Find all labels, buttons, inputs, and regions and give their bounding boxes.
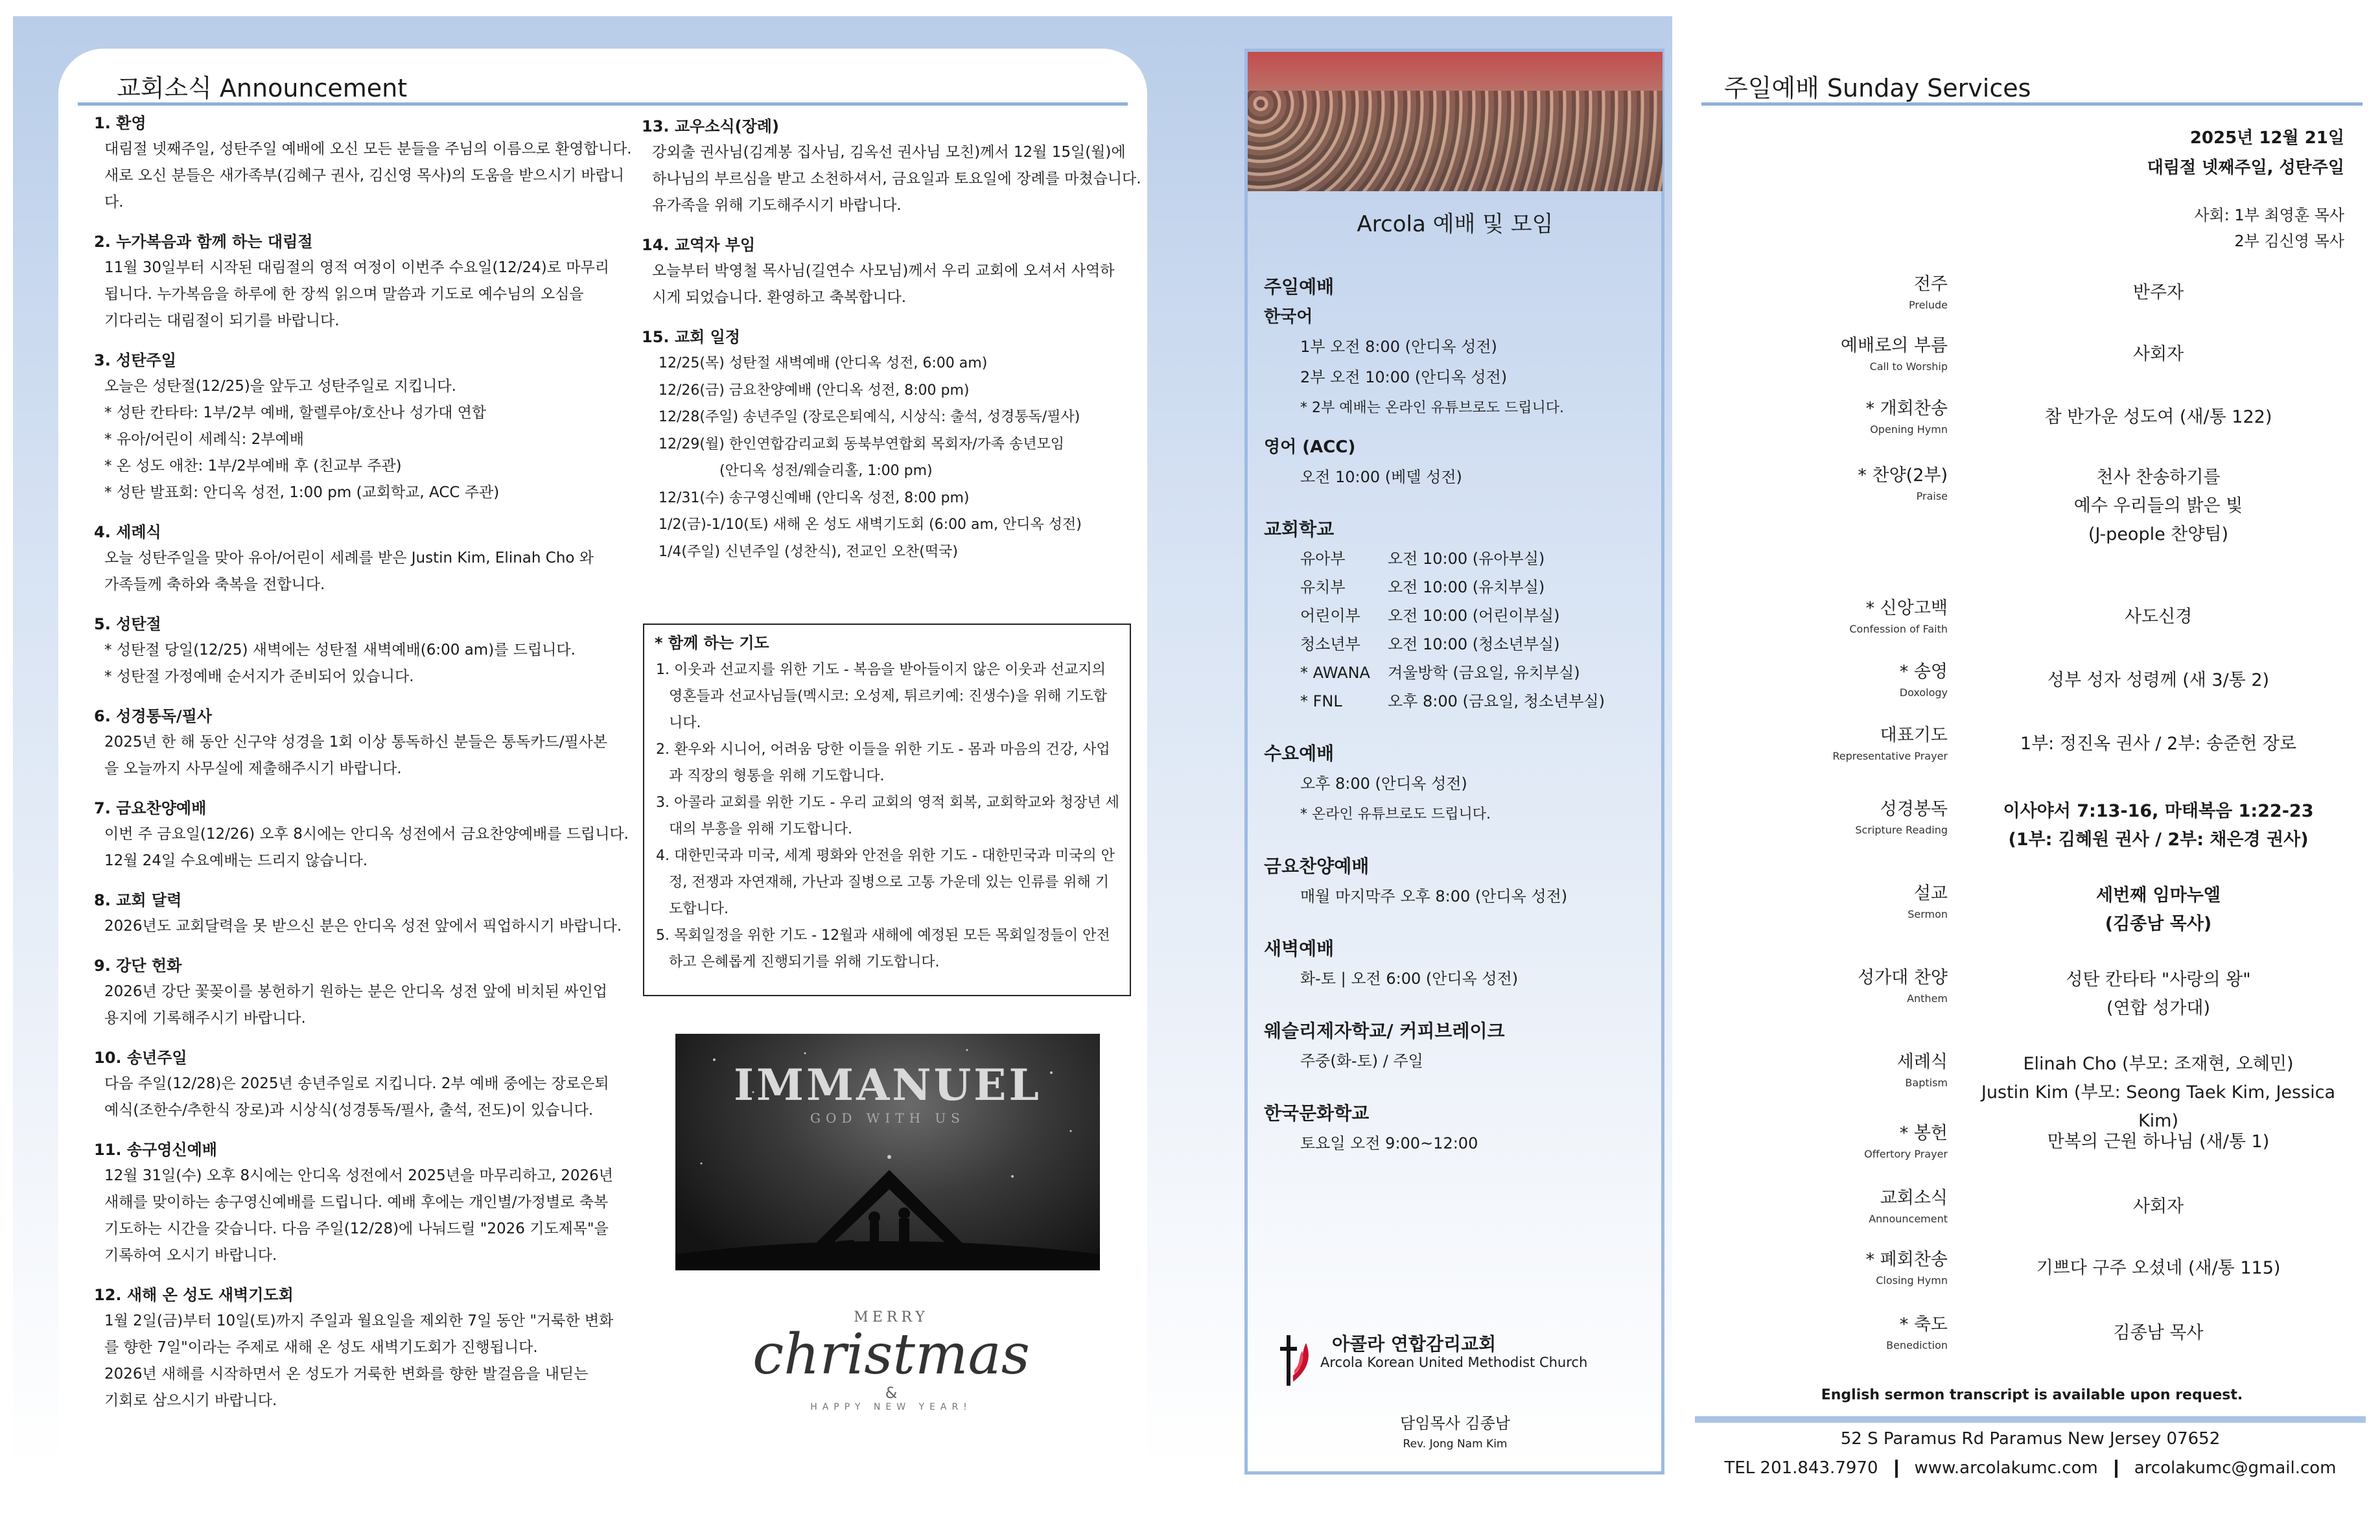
announcement-item	[642, 113, 1147, 219]
worship-order-value	[1974, 463, 2343, 549]
announcement-item	[94, 347, 632, 506]
worship-order-en: Baptism	[1905, 1077, 1948, 1089]
sunday-services-title: 주일예배 Sunday Services	[1724, 74, 2031, 102]
worship-order-line: 만복의 근원 하나님 (새/통 1)	[2047, 1132, 2270, 1152]
announcement-heading: 12. 새해 온 성도 새벽기도회	[94, 1286, 294, 1304]
worship-order-ko: 대표기도	[1880, 725, 1948, 745]
school-dept: * AWANA	[1300, 664, 1370, 682]
worship-order-line: (김종남 목사)	[2105, 914, 2212, 934]
schedule-line: 12/26(금) 금요찬양예배 (안디옥 성전, 8:00 pm)	[659, 382, 970, 399]
worship-order-line: 김종남 목사	[2113, 1323, 2204, 1343]
worship-order-label	[1701, 1121, 1948, 1163]
announcement-heading: 11. 송구영신예배	[94, 1141, 217, 1159]
announcement-item	[94, 887, 632, 940]
worship-order-ko: 성가대 찬양	[1858, 968, 1948, 988]
prayer-item: 3. 아콜라 교회를 위한 기도 - 우리 교회의 영적 회복, 교회학교와 청장년 세대의 부흥을 위해 기도합니다.	[656, 795, 1119, 837]
pastor-name-en: Rev. Jong Nam Kim	[1403, 1438, 1508, 1451]
announcement-line: 11월 30일부터 시작된 대림절의 영적 여정이 이번주 수요일(12/24)로 마무리	[104, 259, 609, 276]
announcement-heading: 1. 환영	[94, 114, 146, 132]
worship-order-en: Announcement	[1869, 1213, 1948, 1225]
footer-rule	[1695, 1416, 2366, 1423]
church-contact	[1695, 1458, 2366, 1478]
worship-order-line: Justin Kim (부모: Seong Taek Kim, Jessica Kim)	[1981, 1082, 2336, 1131]
worship-order-ko: * 찬양(2부)	[1858, 465, 1948, 485]
announcement-item	[94, 1137, 632, 1269]
worship-order-en: Benediction	[1886, 1339, 1948, 1351]
worship-order-label	[1701, 966, 1948, 1007]
announcement-item	[94, 519, 632, 598]
immanuel-title: IMMANUEL	[734, 1060, 1042, 1110]
worship-order-label	[1701, 272, 1948, 314]
announcement-line: 강외출 권사님(김계봉 집사님, 김옥선 권사님 모친)께서 12월 15일(월)에	[652, 144, 1126, 161]
school-time: 오전 10:00 (유아부실)	[1388, 550, 1545, 568]
happy-new-year-text: HAPPY NEW YEAR!	[810, 1402, 972, 1412]
worship-order-line: 예수 우리들의 밝은 빛	[2073, 496, 2243, 516]
announcement-heading: 14. 교역자 부임	[642, 236, 756, 254]
prayer-box	[643, 624, 1131, 996]
worship-order-value	[1974, 1254, 2343, 1283]
service-occasion: 대림절 넷째주일, 성탄주일	[2147, 158, 2344, 178]
announcement-item	[94, 1282, 632, 1414]
worship-order-ko: * 신앙고백	[1865, 598, 1948, 618]
announcement-heading: 2. 누가복음과 함께 하는 대림절	[94, 233, 313, 251]
worship-order-label	[1701, 881, 1948, 923]
announcement-line: 기록하여 오시기 바랍니다.	[104, 1247, 277, 1264]
wednesday-heading: 수요예배	[1264, 743, 1335, 764]
worship-order-ko: * 축도	[1899, 1314, 1948, 1335]
worship-order-value	[1974, 1128, 2343, 1156]
announcement-heading: 10. 송년주일	[94, 1049, 187, 1067]
schedule-line: 1/4(주일) 신년주일 (성찬식), 전교인 오찬(떡국)	[659, 543, 958, 560]
prayer-item: 2. 환우와 시니어, 어려움 당한 이들을 위한 기도 - 몸과 마음의 건강, 사업과 직장의 형통을 위해 기도합니다.	[656, 741, 1110, 784]
announcement-line: * 유아/어린이 세례식: 2부예배	[104, 431, 304, 448]
ampersand: &	[885, 1384, 898, 1402]
announcement-line: * 성탄절 당일(12/25) 새벽에는 성탄절 새벽예배(6:00 am)를 드립니다.	[104, 642, 576, 659]
school-time: 오전 10:00 (청소년부실)	[1388, 635, 1560, 653]
worship-order-ko: 세례식	[1896, 1052, 1948, 1072]
announcement-heading: 9. 강단 헌화	[94, 957, 182, 975]
worship-schedule-title: Arcola 예배 및 모임	[1357, 211, 1554, 237]
announcement-item	[94, 1045, 632, 1124]
announcement-heading: 6. 성경통독/필사	[94, 707, 213, 725]
announcement-line: 시게 되었습니다. 환영하고 축복합니다.	[652, 289, 907, 306]
announcement-line: 대림절 넷째주일, 성탄주일 예배에 오신 모든 분들을 주님의 이름으로 환영합니다.	[104, 141, 632, 158]
worship-order-ko: 설교	[1913, 883, 1948, 904]
worship-order-ko: * 봉헌	[1899, 1123, 1948, 1143]
church-school-heading: 교회학교	[1264, 519, 1335, 540]
announcement-heading: 5. 성탄절	[94, 615, 161, 633]
worship-order-line: 사회자	[2132, 1196, 2184, 1217]
worship-order-label	[1701, 797, 1948, 839]
friday-heading: 금요찬양예배	[1264, 856, 1370, 877]
worship-order-ko: * 개회찬송	[1865, 399, 1948, 419]
worship-order-en: Confession of Faith	[1849, 623, 1948, 635]
church-name-en: Arcola Korean United Methodist Church	[1320, 1355, 1588, 1370]
service-date: 2025년 12월 21일	[2189, 128, 2344, 148]
school-dept: 유아부	[1300, 550, 1346, 568]
school-dept: * FNL	[1300, 692, 1342, 710]
announcement-line: 가족들께 축하와 축복을 전합니다.	[104, 576, 325, 593]
immanuel-subtitle: GOD WITH US	[810, 1110, 965, 1126]
cross-flame-icon	[1280, 1330, 1312, 1388]
worship-order-line: 천사 찬송하기를	[2096, 467, 2221, 487]
dawn-heading: 새벽예배	[1264, 938, 1335, 959]
host-2: 2부 김신영 목사	[2234, 232, 2344, 250]
prayer-item: 5. 목회일정을 위한 기도 - 12월과 새해에 예정된 모든 목회일정들이 안전하고 은혜롭게 진행되기를 위해 기도합니다.	[656, 928, 1110, 970]
worship-order-ko: 성경봉독	[1880, 799, 1948, 819]
announcement-line: 기다리는 대림절이 되기를 바랍니다.	[104, 312, 340, 329]
announcement-column-2	[642, 113, 1147, 578]
worship-order-en: Sermon	[1908, 908, 1948, 920]
announcement-column-1	[94, 110, 632, 1427]
announcement-item	[642, 232, 1147, 311]
worship-order-value	[1974, 797, 2343, 854]
service-time: 오전 10:00 (베델 성전)	[1300, 468, 1462, 486]
announcement-line: * 성탄 칸타타: 1부/2부 예배, 할렐루야/호산나 성가대 연합	[104, 404, 487, 421]
christmas-script: christmas	[752, 1322, 1030, 1387]
service-note: * 온라인 유튜브로도 드립니다.	[1300, 806, 1491, 822]
worship-order-ko: 예배로의 부름	[1840, 336, 1948, 356]
worship-order-label	[1701, 1248, 1948, 1289]
announcement-line: 오늘부터 박영철 목사님(길연수 사모님)께서 우리 교회에 오셔서 사역하	[652, 262, 1115, 279]
announcement-line: 이번 주 금요일(12/26) 오후 8시에는 안디옥 성전에서 금요찬양예배를 드립니다.	[104, 826, 629, 843]
worship-order-line: 1부: 정진옥 권사 / 2부: 송준헌 장로	[2020, 734, 2297, 754]
worship-order-line: (J-people 찬양팀)	[2088, 524, 2229, 544]
announcement-line: 오늘은 성탄절(12/25)을 앞두고 성탄주일로 지킵니다.	[104, 378, 456, 395]
service-time: 토요일 오전 9:00~12:00	[1300, 1134, 1478, 1152]
worship-order-en: Doxology	[1899, 686, 1948, 699]
service-hosts	[2194, 202, 2344, 254]
schedule-heading: 15. 교회 일정	[642, 328, 740, 346]
announcement-line: 를 향한 7일"이라는 주제로 새해 온 성도 새벽기도회가 진행됩니다.	[104, 1339, 538, 1356]
worship-schedule-content	[1264, 272, 1653, 1159]
worship-order-line: (연합 성가대)	[2106, 998, 2211, 1018]
worship-order-line: 성부 성자 성령께 (새 3/통 2)	[2047, 670, 2270, 690]
worship-order-label	[1701, 463, 1948, 505]
announcement-line: 2025년 한 해 동안 신구약 성경을 1회 이상 통독하신 분들은 통독카드/필사본	[104, 734, 608, 751]
merry-christmas-logo	[697, 1309, 1086, 1458]
worship-order-label	[1701, 1312, 1948, 1354]
culture-school-heading: 한국문화학교	[1264, 1102, 1370, 1124]
prayer-item: 4. 대한민국과 미국, 세계 평화와 안전을 위한 기도 - 대한민국과 미국의 안정, 전쟁과 자연재해, 가난과 질병으로 고통 가운데 있는 인류를 위해 기도합니다.	[656, 848, 1115, 917]
worship-order-line: (1부: 김혜원 권사 / 2부: 채은경 권사)	[2008, 830, 2309, 850]
worship-order-en: Representative Prayer	[1832, 750, 1948, 762]
announcement-line: 2026년 새해를 시작하면서 온 성도가 거룩한 변화를 향한 발걸음을 내딛는	[104, 1366, 589, 1382]
announcement-item	[94, 703, 632, 782]
worship-order-label	[1701, 1186, 1948, 1228]
worship-order-line: Elinah Cho (부모: 조재현, 오혜민)	[2023, 1054, 2294, 1074]
announcement-line: 기도하는 시간을 갖습니다. 다음 주일(12/28)에 나눠드릴 "2026 기도제목"을	[104, 1220, 609, 1237]
wesley-heading: 웨슬리제자학교/ 커피브레이크	[1264, 1020, 1505, 1042]
sunday-worship-heading: 주일예배	[1264, 276, 1335, 298]
worship-order-value	[1974, 403, 2343, 432]
worship-order-value	[1974, 1193, 2343, 1221]
announcement-item	[94, 110, 632, 216]
announcement-line: 1월 2일(금)부터 10일(토)까지 주일과 월요일을 제외한 7일 동안 "거룩한 변화	[104, 1312, 614, 1329]
announcement-heading: 8. 교회 달력	[94, 891, 182, 909]
announcement-rule	[78, 102, 1128, 106]
worship-order-label	[1701, 1050, 1948, 1091]
worship-order-value	[1974, 1319, 2343, 1348]
worship-order-en: Closing Hymn	[1876, 1274, 1948, 1287]
announcement-line: 기회로 삼으시기 바랍니다.	[104, 1392, 277, 1409]
pastor-name-ko: 담임목사 김종남	[1400, 1414, 1510, 1432]
announcement-heading: 3. 성탄주일	[94, 351, 176, 369]
service-note: * 2부 예배는 온라인 유튜브로도 드립니다.	[1300, 400, 1564, 416]
announcement-line: 새로 오신 분들은 새가족부(김혜구 권사, 김신영 목사)의 도움을 받으시기 바랍니다.	[104, 167, 625, 211]
announcement-line: 12월 31일(수) 오후 8시에는 안디옥 성전에서 2025년을 마무리하고, 2026년	[104, 1167, 613, 1184]
worship-order-ko: 교회소식	[1880, 1188, 1948, 1208]
transcript-note: English sermon transcript is available upon request.	[1821, 1387, 2243, 1403]
worship-order-value	[1974, 340, 2343, 369]
worship-order-en: Scripture Reading	[1855, 824, 1948, 836]
announcement-heading: 7. 금요찬양예배	[94, 799, 207, 817]
announcement-line: 오늘 성탄주일을 맞아 유아/어린이 세례를 받은 Justin Kim, Elinah Cho 와	[104, 550, 594, 566]
school-row	[1264, 630, 1653, 659]
announcement-line: 예식(조한수/추한식 장로)과 시상식(성경통독/필사, 출석, 전도)이 있습니다.	[104, 1102, 594, 1119]
service-time: 오후 8:00 (안디옥 성전)	[1300, 775, 1467, 793]
worship-order-label	[1701, 596, 1948, 638]
announcement-line: 2026년도 교회달력을 못 받으신 분은 안디옥 성전 앞에서 픽업하시기 바랍니다.	[104, 918, 622, 935]
schedule-line: 12/25(목) 성탄절 새벽예배 (안디옥 성전, 6:00 am)	[659, 355, 988, 371]
worship-order-en: Call to Worship	[1869, 360, 1948, 373]
school-row	[1264, 573, 1653, 601]
announcement-item	[94, 953, 632, 1032]
schedule-line: (안디옥 성전/웨슬리홀, 1:00 pm)	[719, 463, 933, 479]
worship-order-line: 성탄 칸타타 "사랑의 왕"	[2066, 970, 2251, 990]
congregation-photo	[1248, 52, 1662, 191]
worship-order-value	[1974, 730, 2343, 758]
worship-order-ko: 전주	[1913, 274, 1948, 294]
worship-order-en: Prelude	[1908, 299, 1948, 311]
school-row	[1264, 601, 1653, 630]
announcement-line: 2026년 강단 꽃꽂이를 봉헌하기 원하는 분은 안디옥 성전 앞에 비치된 싸인업	[104, 983, 607, 1000]
worship-order-value	[1974, 966, 2343, 1023]
korean-service-heading: 한국어	[1264, 307, 1313, 327]
announcement-line: 다음 주일(12/28)은 2025년 송년주일로 지킵니다. 2부 예배 중에는 장로은퇴	[104, 1075, 609, 1092]
service-time: 1부 오전 8:00 (안디옥 성전)	[1300, 338, 1497, 356]
schedule-line: 12/31(수) 송구영신예배 (안디옥 성전, 8:00 pm)	[659, 489, 970, 506]
announcement-item	[94, 229, 632, 334]
worship-order-en: Anthem	[1907, 992, 1948, 1005]
worship-order-value	[1974, 1050, 2343, 1136]
worship-order-line: 기쁘다 구주 오셨네 (새/통 115)	[2036, 1258, 2281, 1278]
english-service-heading: 영어 (ACC)	[1264, 438, 1356, 457]
announcement-line: * 성탄절 가정예배 순서지가 준비되어 있습니다.	[104, 668, 414, 685]
worship-order-label	[1701, 723, 1948, 765]
announcement-line: 12월 24일 수요예배는 드리지 않습니다.	[104, 852, 368, 869]
schedule-line: 12/28(주일) 송년주일 (장로은퇴예식, 시상식: 출석, 성경통독/필사)	[659, 409, 1080, 425]
announcement-title: 교회소식 Announcement	[117, 74, 408, 102]
church-address: 52 S Paramus Rd Paramus New Jersey 07652	[1840, 1429, 2221, 1449]
school-row	[1264, 659, 1653, 687]
school-row	[1264, 687, 1653, 716]
announcement-line: 용지에 기록해주시기 바랍니다.	[104, 1010, 306, 1027]
worship-order-line: 세번째 임마누엘	[2096, 885, 2221, 905]
announcement-line: 하나님의 부르심을 받고 소천하셔서, 금요일과 토요일에 장례를 마쳤습니다.	[652, 170, 1141, 187]
schedule-line: 12/29(월) 한인연합감리교회 동북부연합회 목회자/가족 송년모임	[659, 436, 1065, 452]
service-time: 매월 마지막주 오후 8:00 (안디옥 성전)	[1300, 887, 1568, 905]
announcement-line: * 성탄 발표회: 안디옥 성전, 1:00 pm (교회학교, ACC 주관)	[104, 484, 500, 501]
pastor-block	[1248, 1413, 1662, 1454]
immanuel-image	[675, 1034, 1100, 1270]
worship-order-label	[1701, 660, 1948, 701]
school-time: 겨울방학 (금요일, 유치부실)	[1388, 664, 1580, 682]
prayer-item: 1. 이웃과 선교지를 위한 기도 - 복음을 받아들이지 않은 이웃과 선교지의 영혼들과 선교사님들(멕시코: 오성제, 튀르키예: 진생수)을 위해 기도합니다.	[656, 662, 1108, 731]
worship-order-label	[1701, 397, 1948, 438]
church-name-ko: 아콜라 연합감리교회	[1332, 1333, 1497, 1355]
prayer-heading: * 함께 하는 기도	[655, 634, 769, 652]
worship-order-en: Offertory Prayer	[1864, 1148, 1948, 1160]
worship-order-line: 참 반가운 성도여 (새/통 122)	[2044, 407, 2272, 427]
worship-order-line: 이사야서 7:13-16, 마태복음 1:22-23	[2003, 801, 2314, 821]
worship-order-line: 사회자	[2132, 344, 2184, 364]
worship-order-line: 반주자	[2132, 283, 2184, 303]
school-dept: 청소년부	[1300, 635, 1360, 653]
school-dept: 어린이부	[1300, 607, 1360, 625]
worship-order-ko: * 송영	[1899, 662, 1948, 682]
announcement-line: * 온 성도 애찬: 1부/2부예배 후 (친교부 주관)	[104, 458, 402, 474]
service-time: 주중(화-토) / 주일	[1300, 1052, 1423, 1070]
worship-order-ko: * 폐회찬송	[1865, 1250, 1948, 1270]
service-time: 2부 오전 10:00 (안디옥 성전)	[1300, 368, 1508, 386]
worship-order-en: Praise	[1916, 490, 1948, 502]
announcement-line: 을 오늘까지 사무실에 제출해주시기 바랍니다.	[104, 760, 402, 777]
announcement-item	[642, 324, 1147, 565]
worship-order-value	[1974, 279, 2343, 307]
announcement-heading: 4. 세례식	[94, 523, 161, 541]
announcement-heading: 13. 교우소식(장례)	[642, 117, 779, 135]
sunday-services-rule	[1701, 102, 2362, 106]
announcement-line: 유가족을 위해 기도해주시기 바랍니다.	[652, 197, 902, 214]
church-phone: TEL 201.843.7970	[1724, 1458, 1878, 1478]
church-email[interactable]: arcolakumc@gmail.com	[2134, 1458, 2337, 1478]
host-1: 사회: 1부 최영훈 목사	[2194, 206, 2344, 224]
announcement-item	[94, 795, 632, 874]
merry-text: MERRY	[854, 1309, 929, 1325]
worship-order-line: 사도신경	[2124, 607, 2193, 627]
announcement-item	[94, 611, 632, 690]
worship-order-label	[1701, 334, 1948, 375]
church-website[interactable]: www.arcolakumc.com	[1914, 1458, 2098, 1478]
worship-order-value	[1974, 881, 2343, 939]
announcement-line: 새해를 맞이하는 송구영신예배를 드립니다. 예배 후에는 개인별/가정별로 축복	[104, 1194, 609, 1211]
school-row	[1264, 544, 1653, 573]
worship-order-en: Opening Hymn	[1870, 423, 1948, 436]
announcement-line: 됩니다. 누가복음을 하루에 한 장씩 읽으며 말씀과 기도로 예수님의 오심을	[104, 286, 584, 303]
umc-logo	[1280, 1330, 1643, 1375]
schedule-line: 1/2(금)-1/10(토) 새해 온 성도 새벽기도회 (6:00 am, 안디옥 성전)	[659, 517, 1082, 533]
school-time: 오후 8:00 (금요일, 청소년부실)	[1388, 692, 1605, 710]
school-dept: 유치부	[1300, 578, 1346, 596]
school-time: 오전 10:00 (어린이부실)	[1388, 607, 1560, 625]
service-date-block	[2147, 123, 2344, 183]
school-time: 오전 10:00 (유치부실)	[1388, 578, 1545, 596]
worship-order-value	[1974, 666, 2343, 695]
worship-order-value	[1974, 603, 2343, 631]
service-time: 화-토 | 오전 6:00 (안디옥 성전)	[1300, 970, 1519, 988]
